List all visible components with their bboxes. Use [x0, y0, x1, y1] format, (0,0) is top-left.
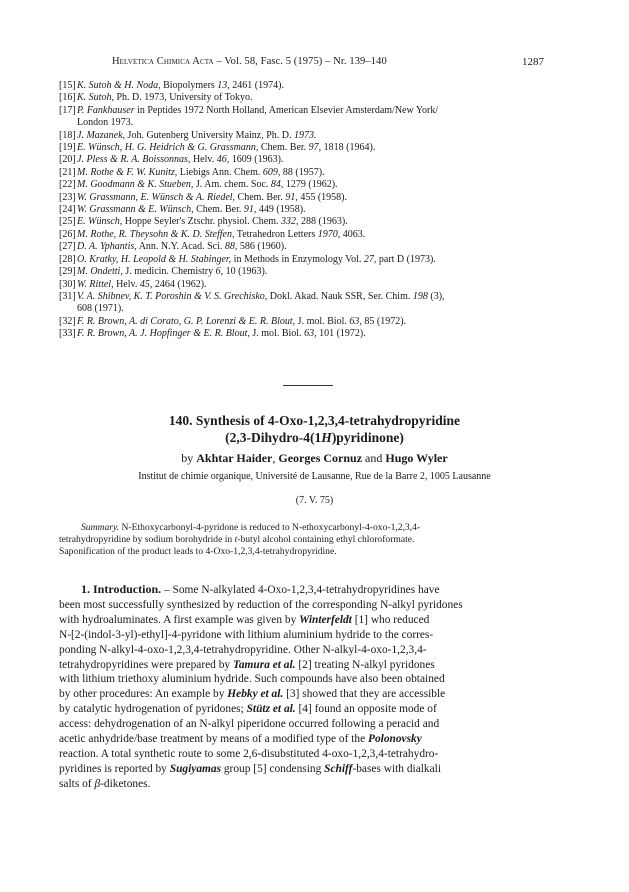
reference-authors: K. Sutoh & H. Noda,	[77, 80, 161, 91]
reference-authors: P. Fankhauser	[77, 104, 135, 116]
title-line-2	[0, 429, 629, 446]
reference-volume: 1970,	[317, 228, 341, 240]
reference-authors: J. Mazanek,	[77, 129, 126, 141]
reference-item	[59, 204, 569, 216]
reference-source: J. mol. Biol.	[249, 328, 305, 340]
reference-line	[59, 216, 569, 228]
reference-item	[59, 279, 569, 291]
reference-number: [19]	[59, 142, 76, 154]
intro-text-3a: with hydroaluminates. A first example was given by	[59, 613, 300, 626]
intro-line-9	[59, 702, 569, 717]
author-3: Hugo Wyler	[385, 451, 448, 465]
reference-source: Hoppe Seyler's Ztschr. physiol. Chem.	[122, 216, 282, 228]
intro-line-8	[59, 687, 569, 702]
author-name-tamura: Tamura et al.	[232, 658, 296, 671]
reference-volume: 97,	[308, 142, 322, 154]
summary-text-2a: tetrahydropyridine by sodium borohydride in	[59, 534, 235, 546]
intro-text-8a: by other procedures: An example by	[59, 688, 228, 701]
summary-text-1: N-Ethoxycarbonyl-4-pyridone is reduced to N-ethoxycarbonyl-4-oxo-1,2,3,4-	[119, 522, 421, 533]
reference-line	[59, 229, 569, 241]
reference-pages: 85 (1972).	[361, 315, 407, 327]
reference-volume: 6,	[215, 266, 224, 278]
intro-line-12: reaction. A total synthetic route to some 2,6-disubstituted 4-oxo-1,2,3,4-tetrahydro-	[59, 747, 439, 760]
reference-line	[59, 167, 569, 179]
reference-item	[59, 92, 569, 104]
reference-line	[59, 241, 569, 253]
author-name-winterfeldt: Winterfeldt	[299, 613, 352, 626]
reference-line	[59, 154, 569, 166]
article-title	[0, 412, 629, 446]
intro-text-6a: tetrahydropyridines were prepared by	[59, 658, 233, 671]
introduction	[59, 582, 569, 792]
reference-item	[59, 167, 569, 179]
reference-volume: 46,	[216, 154, 230, 166]
section-divider	[283, 385, 333, 386]
reference-number: [31]	[59, 290, 76, 302]
reference-pages: 586 (1960).	[237, 241, 287, 253]
intro-text-3b: [1] who reduced	[351, 613, 430, 626]
reference-source: Helv.	[113, 278, 140, 290]
reference-source: Chem. Ber.	[258, 142, 309, 154]
author-1: Akhtar Haider	[196, 451, 273, 465]
intro-line-5: ponding N-alkyl-4-oxo-1,2,3,4-tetrahydropyridine. Other N-alkyl-4-oxo-1,2,3,4-	[59, 643, 427, 656]
reference-volume: 27,	[363, 253, 377, 265]
author-name-hebky: Hebky et al.	[227, 688, 284, 701]
reference-authors: M. Rothe & F. W. Kunitz,	[77, 166, 178, 178]
title-line-2-end: )pyridinone)	[331, 430, 404, 445]
intro-italic-beta: β	[94, 777, 101, 790]
reference-pages: 4063.	[340, 228, 366, 240]
reference-item	[59, 266, 569, 278]
section-heading: 1. Introduction.	[81, 582, 162, 596]
page-number: 1287	[522, 56, 544, 68]
reference-volume: 1973.	[294, 129, 317, 141]
intro-line-10: access: dehydrogenation of an N-alkyl piperidone occurred following a peracid and	[59, 718, 440, 731]
intro-text-13c: -bases with dialkali	[352, 762, 442, 775]
intro-text-13b: group [5] condensing	[221, 762, 325, 775]
reference-authors: D. A. Yphantis,	[77, 241, 137, 253]
reference-number: [28]	[59, 253, 76, 265]
reference-source: Tetrahedron Letters	[234, 228, 318, 240]
reference-line	[59, 179, 569, 191]
reference-item	[59, 216, 569, 228]
author-2: Georges Cornuz	[278, 451, 363, 465]
author-and: and	[362, 451, 386, 465]
reference-volume: 88,	[224, 241, 238, 253]
summary	[59, 522, 569, 559]
reference-authors: F. R. Brown, A. J. Hopfinger & E. R. Blout,	[77, 328, 250, 340]
reference-source: Chem. Ber.	[235, 191, 286, 203]
summary-text-2b: -butyl alcohol containing ethyl chloroformate.	[237, 534, 415, 546]
reference-volume: 332,	[281, 216, 299, 228]
reference-list	[59, 80, 569, 341]
reference-authors: M. Rothe, R. Theysohn & K. D. Steffen,	[77, 228, 235, 240]
reference-volume: 45,	[139, 278, 153, 290]
reference-source: Ann. N.Y. Acad. Sci.	[136, 241, 225, 253]
reference-item	[59, 80, 569, 92]
reference-number: [15]	[59, 80, 76, 91]
intro-text-14a: salts of	[59, 777, 95, 790]
reference-pages: 449 (1958).	[256, 204, 306, 216]
reference-source: in Methods in Enzymology Vol.	[231, 253, 364, 265]
intro-line-1	[59, 582, 569, 598]
received-date: (7. V. 75)	[295, 495, 334, 506]
reference-pages: 2464 (1962).	[152, 278, 207, 290]
reference-source: J. mol. Biol.	[295, 315, 350, 327]
summary-line-1	[59, 522, 569, 534]
reference-number: [32]	[59, 315, 76, 327]
reference-source: J. medicin. Chemistry	[122, 266, 216, 278]
reference-source: J. Am. chem. Soc.	[193, 179, 271, 191]
reference-volume: 198	[412, 290, 428, 302]
reference-source: Biopolymers	[160, 80, 218, 91]
reference-item	[59, 241, 569, 253]
reference-volume: 91,	[243, 204, 257, 216]
reference-authors: E. Wünsch, H. G. Heidrich & G. Grassmann,	[77, 142, 259, 154]
title-line-1: 140. Synthesis of 4-Oxo-1,2,3,4-tetrahydropyridine	[168, 413, 461, 428]
journal-citation	[112, 56, 387, 67]
reference-line	[59, 92, 569, 104]
reference-source: Ph. D. 1973, University of Tokyo.	[113, 92, 253, 104]
reference-authors: E. Wünsch,	[77, 216, 123, 228]
by-label: by	[181, 451, 197, 465]
reference-number: [26]	[59, 228, 76, 240]
reference-number: [20]	[59, 154, 76, 166]
author-name-stutz: Stütz et al.	[246, 703, 296, 716]
reference-item	[59, 291, 569, 316]
reference-continuation: 608 (1971).	[77, 303, 124, 315]
intro-text-13a: pyridines is reported by	[59, 762, 170, 775]
reference-volume: 609,	[262, 166, 281, 178]
reference-number: [21]	[59, 166, 76, 178]
author-line	[0, 451, 629, 466]
reference-volume: 13,	[217, 80, 230, 91]
reference-number: [22]	[59, 179, 76, 191]
reference-line	[59, 192, 569, 204]
reference-item	[59, 192, 569, 204]
reference-pages: part D (1973).	[376, 253, 436, 265]
intro-text-8b: [3] showed that they are accessible	[283, 688, 446, 701]
issue-info: – Vol. 58, Fasc. 5 (1975) – Nr. 139–140	[213, 56, 387, 67]
reference-pages: 101 (1972).	[316, 328, 366, 340]
title-line-2-start: (2,3-Dihydro-4(1	[225, 430, 322, 445]
reference-pages: 1279 (1962).	[283, 179, 338, 191]
reference-source: Dokl. Akad. Nauk SSR, Ser. Chim.	[267, 290, 413, 302]
reference-pages: 88 (1957).	[280, 166, 325, 178]
reference-line	[59, 279, 569, 291]
intro-line-4: N-[2-(indol-3-yl)-ethyl]-4-pyridone with lithium aluminium hydride to the corres-	[59, 628, 434, 641]
intro-line-11	[59, 732, 569, 747]
intro-text-14b: -diketones.	[100, 777, 151, 790]
summary-line-2	[59, 534, 569, 546]
reference-volume: 63,	[304, 328, 317, 340]
institution: Institut de chimie organique, Université de Lausanne, Rue de la Barre 2, 1005 Lausanne	[138, 471, 491, 482]
reference-item	[59, 179, 569, 191]
reference-item	[59, 105, 569, 130]
reference-authors: V. A. Shibnev, K. T. Poroshin & V. S. Grechisko,	[77, 290, 268, 302]
reference-item	[59, 254, 569, 266]
reference-pages: 10 (1963).	[223, 266, 268, 278]
reference-line	[59, 254, 569, 266]
reference-pages: 1609 (1963).	[229, 154, 284, 166]
reference-item	[59, 316, 569, 328]
reference-line	[59, 142, 569, 154]
reference-pages: 1818 (1964).	[321, 142, 376, 154]
reference-source: in Peptides 1972 North Holland, American Elsevier Amsterdam/New York/	[134, 104, 439, 116]
reference-item	[59, 142, 569, 154]
reference-number: [23]	[59, 191, 76, 203]
author-separator: ,	[272, 451, 279, 465]
reference-continuation: London 1973.	[77, 117, 134, 129]
reference-line	[59, 316, 569, 328]
title-line-2-italic-h: H	[321, 430, 332, 445]
intro-text-9a: by catalytic hydrogenation of pyridones;	[59, 703, 247, 716]
reference-number: [25]	[59, 216, 76, 228]
reference-pages: 2461 (1974).	[229, 80, 284, 91]
reference-source: Liebigs Ann. Chem.	[177, 166, 263, 178]
intro-line-14	[59, 777, 569, 792]
journal-name: Helvetica Chimica Acta	[112, 56, 214, 67]
reference-line	[59, 291, 569, 303]
reference-authors: W. Grassmann & E. Wünsch,	[77, 204, 194, 216]
reference-source: Chem. Ber.	[193, 204, 244, 216]
intro-line-6	[59, 658, 569, 673]
reference-authors: O. Kratky, H. Leopold & H. Stabinger,	[77, 253, 232, 265]
reference-authors: M. Goodmann & K. Stueben,	[77, 179, 194, 191]
reference-authors: M. Ondetti,	[77, 266, 123, 278]
intro-text-6b: [2] treating N-alkyl pyridones	[295, 658, 435, 671]
author-name-schiff: Schiff	[324, 762, 353, 775]
intro-line-13	[59, 762, 569, 777]
intro-line-2: been most successfully synthesized by reduction of the corresponding N-alkyl pyridones	[59, 598, 463, 611]
intro-text-9b: [4] found an opposite mode of	[295, 703, 437, 716]
reference-item	[59, 154, 569, 166]
reference-number: [18]	[59, 129, 76, 141]
reference-number: [16]	[59, 92, 76, 104]
reference-volume: 84,	[270, 179, 284, 191]
reference-line	[59, 80, 569, 92]
intro-line-7: with lithium triethoxy aluminium hydride. Such compounds have also been obtained	[59, 673, 445, 686]
reference-line	[59, 130, 569, 142]
reference-number: [33]	[59, 328, 76, 340]
summary-line-3: Saponification of the product leads to 4-Oxo-1,2,3,4-tetrahydropyridine.	[59, 546, 337, 558]
reference-source: Helv.	[190, 154, 217, 166]
summary-label: Summary.	[81, 522, 120, 533]
reference-authors: F. R. Brown, A. di Corato, G. P. Lorenzi & E. R. Blout,	[77, 315, 296, 327]
reference-number: [24]	[59, 204, 76, 216]
reference-authors: J. Pless & R. A. Boissonnas,	[77, 154, 191, 166]
reference-source: Joh. Gutenberg University Mainz, Ph. D.	[125, 129, 295, 141]
reference-authors: W. Rittel,	[77, 278, 114, 290]
reference-line	[59, 328, 569, 340]
reference-item	[59, 328, 569, 340]
reference-item	[59, 130, 569, 142]
reference-number: [17]	[59, 104, 76, 116]
reference-line	[59, 266, 569, 278]
reference-number: [30]	[59, 278, 76, 290]
reference-pages: 288 (1963).	[298, 216, 348, 228]
reference-volume: 63,	[349, 315, 362, 327]
intro-text-1: – Some N-alkylated 4-Oxo-1,2,3,4-tetrahydropyridines have	[161, 584, 440, 596]
intro-line-3	[59, 613, 569, 628]
author-name-sugiyama: Sugiyamas	[169, 762, 222, 775]
summary-italic-t: t	[234, 534, 238, 546]
reference-number: [29]	[59, 266, 76, 278]
reference-pages: 455 (1958).	[297, 191, 347, 203]
reference-item	[59, 229, 569, 241]
intro-text-11a: acetic anhydride/base treatment by means of a modified type of the	[59, 733, 369, 746]
reference-volume: 91,	[285, 191, 298, 203]
reference-line	[59, 204, 569, 216]
reference-pages: (3),	[427, 290, 445, 302]
reference-number: [27]	[59, 241, 76, 253]
reference-line	[59, 105, 569, 117]
reference-authors: K. Sutoh,	[77, 92, 114, 104]
reference-authors: W. Grassmann, E. Wünsch & A. Riedel,	[77, 191, 236, 203]
author-name-polonovsky: Polonovsky	[368, 733, 422, 746]
